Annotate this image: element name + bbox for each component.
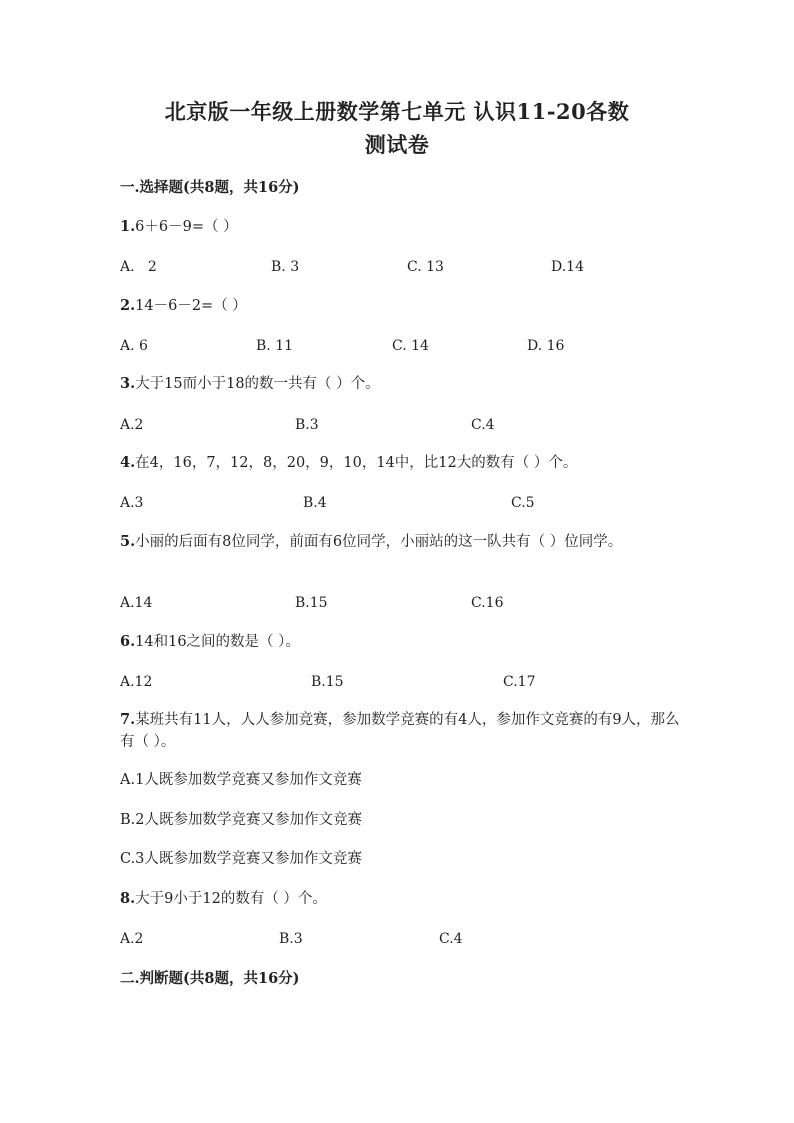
- question-4: [120, 452, 680, 474]
- option-a: A.2: [120, 931, 144, 947]
- option-b: B.2人既参加数学竞赛又参加作文竞赛: [120, 812, 362, 828]
- question-number: 5.: [120, 533, 136, 550]
- question-stem: 14－6－2=（ ）: [135, 298, 247, 314]
- option-b: B.3: [279, 931, 303, 947]
- question-number: 4.: [120, 454, 136, 471]
- option-b: B. 11: [256, 338, 294, 354]
- question-6: [120, 631, 680, 653]
- question-number: 2.: [120, 297, 136, 314]
- question-number: 6.: [120, 633, 136, 650]
- question-stem: 14和16之间的数是（ ）。: [135, 634, 300, 650]
- option-a: A. 6: [120, 338, 148, 354]
- question-5: [120, 531, 670, 553]
- option-a: A.1人既参加数学竞赛又参加作文竞赛: [120, 772, 362, 788]
- option-a: A.3: [120, 495, 144, 511]
- page-title: 北京版一年级上册数学第七单元 认识11-20各数: [164, 99, 630, 124]
- option-c: C. 14: [392, 338, 429, 354]
- option-c: C. 13: [407, 259, 444, 275]
- question-1: [120, 216, 680, 238]
- option-a: A.12: [120, 674, 153, 690]
- option-c: C.4: [471, 417, 495, 433]
- option-a: A. 2: [120, 259, 157, 275]
- option-d: D.14: [551, 259, 584, 275]
- option-b: B.3: [295, 417, 319, 433]
- option-c: C.17: [503, 674, 536, 690]
- section-header-choice: 一.选择题(共8题，共16分): [120, 179, 300, 196]
- question-3: [120, 373, 680, 395]
- option-b: B.4: [303, 495, 327, 511]
- option-b: B. 3: [271, 259, 300, 275]
- question-2: [120, 295, 680, 317]
- option-c: C.4: [439, 931, 463, 947]
- option-c: C.3人既参加数学竞赛又参加作文竞赛: [120, 851, 362, 867]
- question-stem: 小丽的后面有8位同学，前面有6位同学，小丽站的这一队共有（ ）位同学。: [135, 534, 623, 550]
- question-stem: 大于9小于12的数有（ ）个。: [135, 891, 327, 907]
- page-title-line2: 测试卷: [364, 132, 430, 157]
- question-stem: 某班共有11人，人人参加竞赛，参加数学竞赛的有4人，参加作文竞赛的有9人，那么有（ ）。: [120, 712, 680, 750]
- option-b: B.15: [295, 595, 328, 611]
- option-c: C.5: [511, 495, 535, 511]
- question-8: [120, 888, 680, 910]
- option-d: D. 16: [527, 338, 565, 354]
- question-number: 7.: [120, 711, 136, 728]
- option-c: C.16: [471, 595, 504, 611]
- question-stem: 大于15而小于18的数一共有（ ）个。: [135, 376, 380, 392]
- question-number: 1.: [120, 218, 136, 235]
- question-stem: 在4，16，7，12，8，20，9，10，14中，比12大的数有（ ）个。: [135, 455, 578, 471]
- option-a: A.14: [120, 595, 153, 611]
- section-header-judge: 二.判断题(共8题，共16分): [120, 970, 300, 987]
- question-number: 3.: [120, 375, 136, 392]
- question-number: 8.: [120, 890, 136, 907]
- question-stem: 6＋6－9=（ ）: [135, 219, 238, 235]
- question-7: [120, 709, 680, 753]
- option-a: A.2: [120, 417, 144, 433]
- option-b: B.15: [311, 674, 344, 690]
